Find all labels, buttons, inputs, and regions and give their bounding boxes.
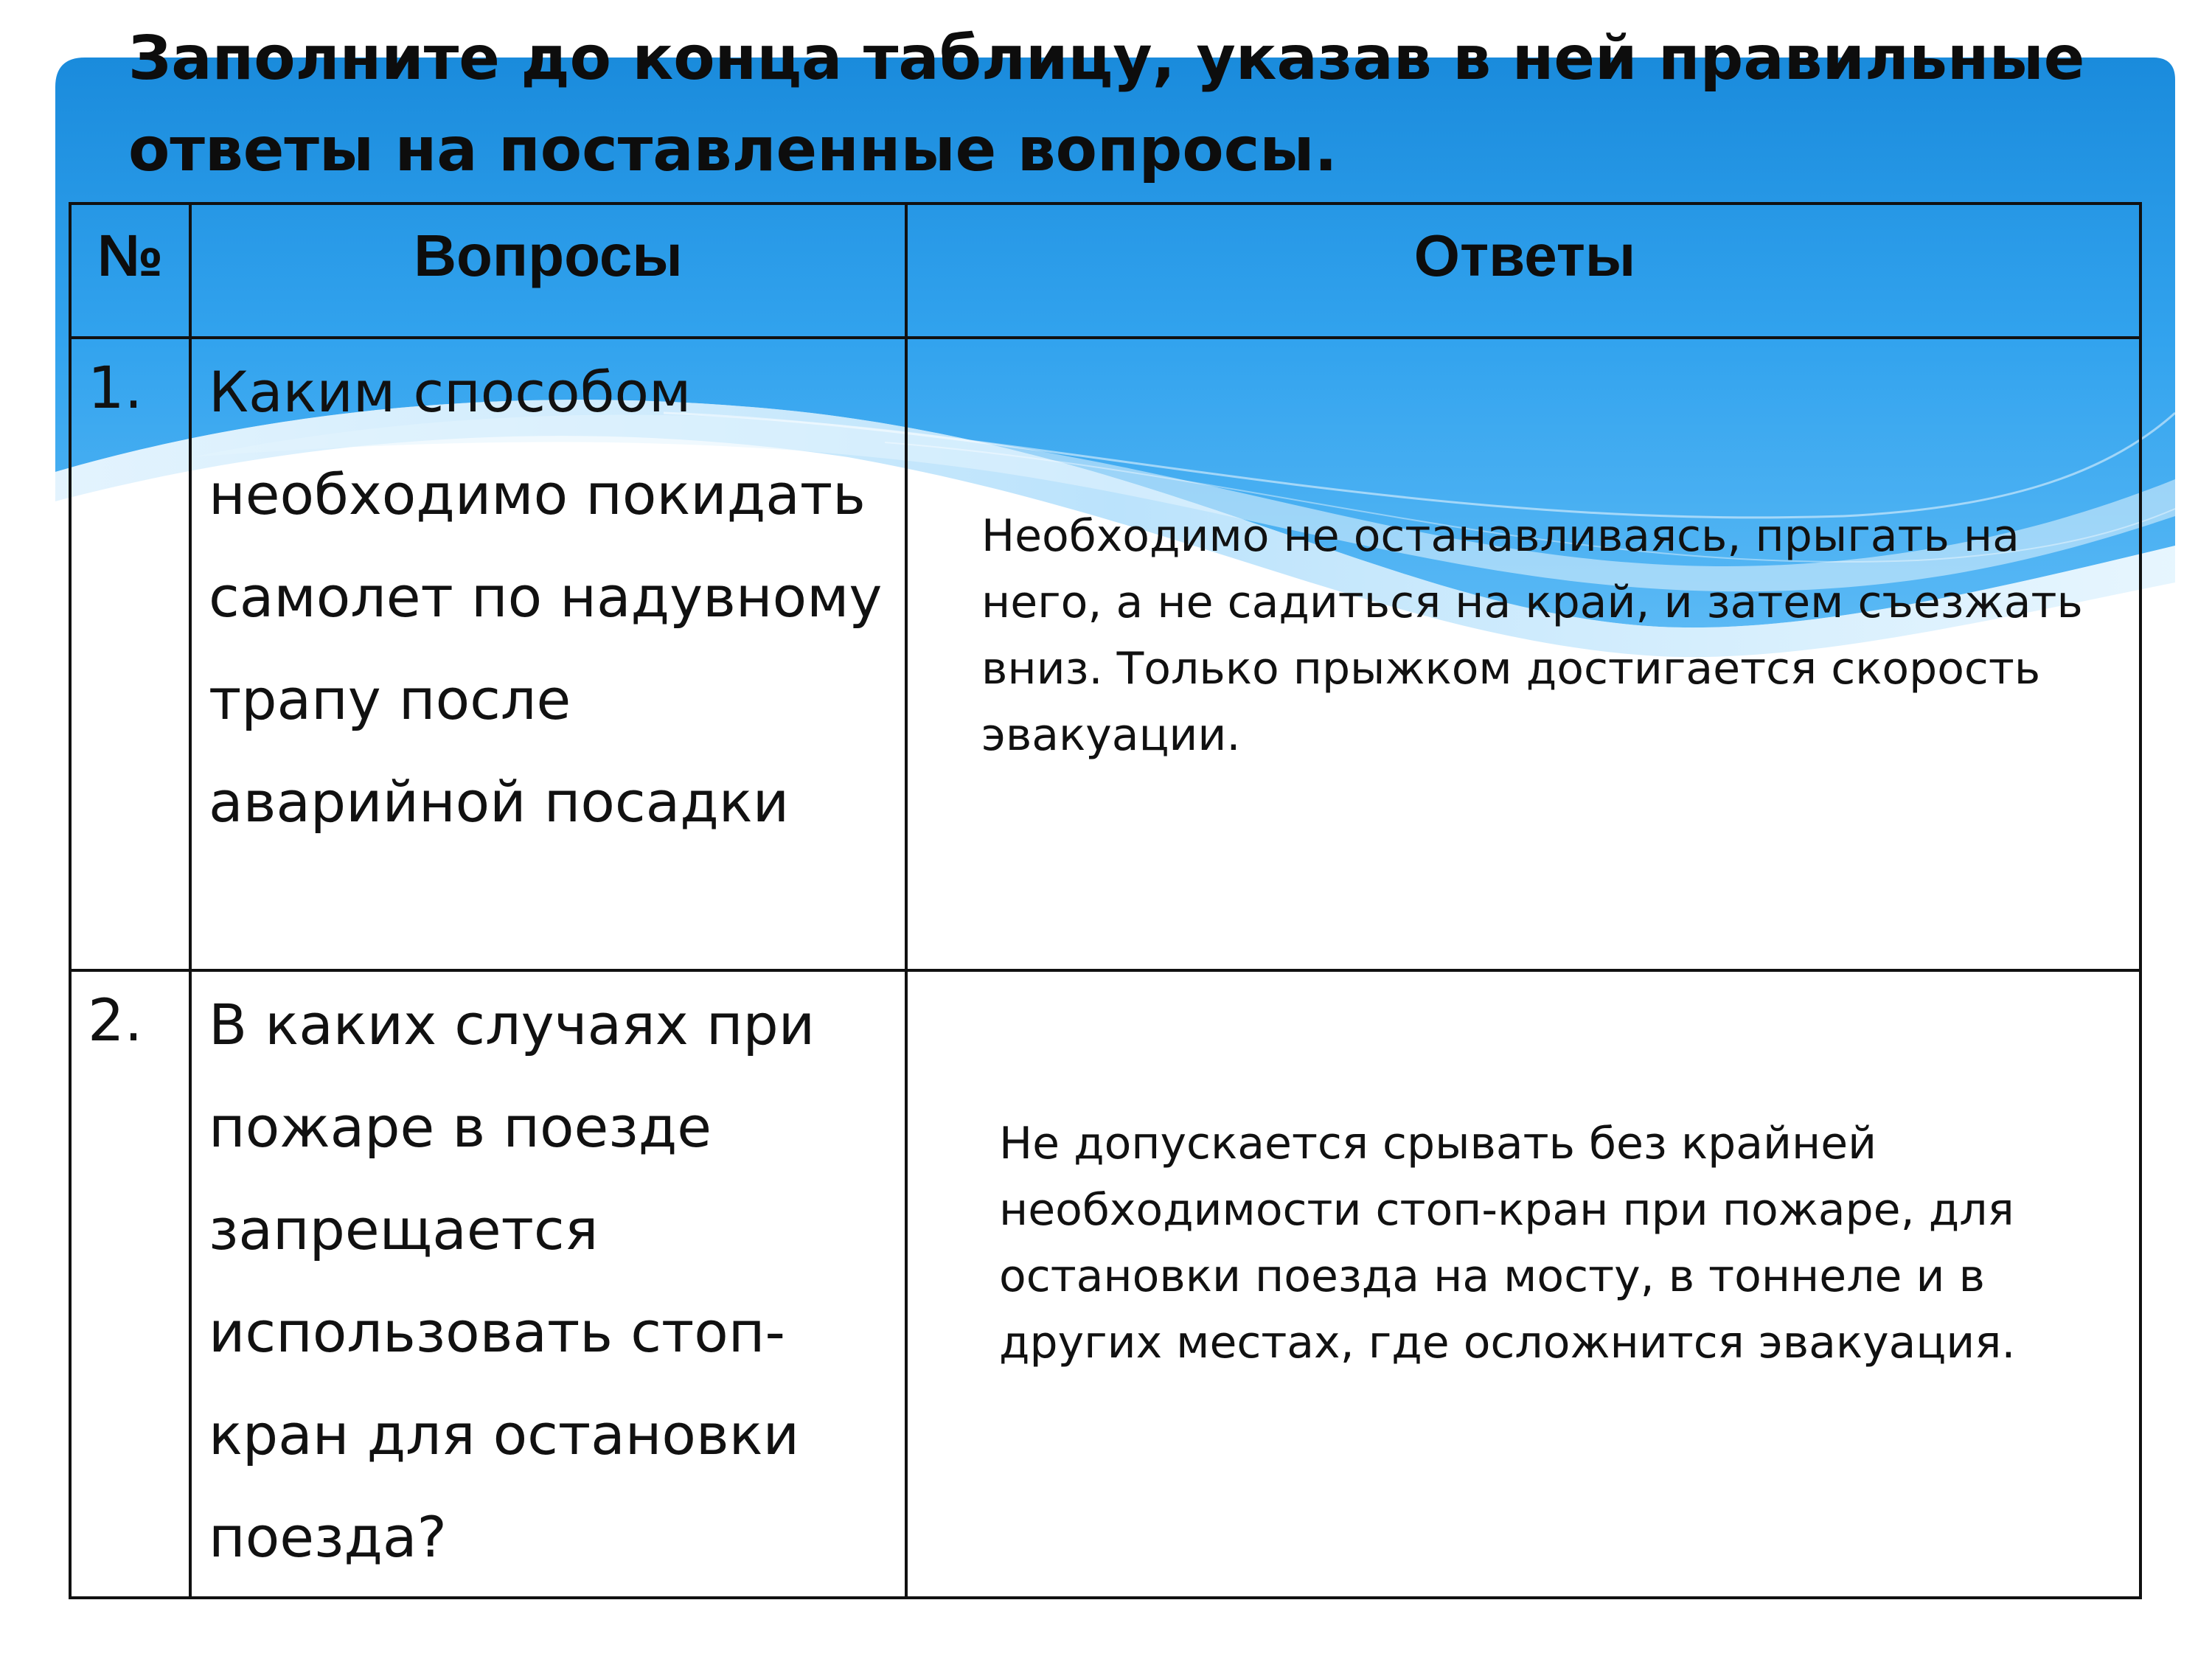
header-answers: Ответы (1413, 223, 1636, 288)
qa-table (69, 202, 2142, 1599)
row-number: 2. (88, 988, 143, 1054)
row-answer: Не допускается срывать без крайней необходимости стоп-кран при пожаре, для остановки поезда на мосту, в тоннеле и в других местах, где осложнится эвакуация. (999, 1118, 2016, 1368)
row-question: Каким способом необходимо покидать самолет по надувному трапу после аварийной посадки (209, 359, 883, 835)
column-divider (905, 205, 908, 1599)
row-divider (72, 336, 2142, 339)
row-divider (72, 969, 2142, 972)
column-divider (189, 205, 192, 1599)
header-number: № (97, 223, 164, 288)
row-answer: Необходимо не останавливаясь, прыгать на него, а не садиться на край, и затем съезжать вниз. Только прыжком достигается скорость эвакуации. (981, 510, 2083, 761)
header-questions: Вопросы (414, 223, 683, 288)
row-question: В каких случаях при пожаре в поезде запрещается использовать стоп-кран для остановки поезда? (209, 992, 815, 1570)
row-number: 1. (88, 355, 143, 422)
slide-title: Заполните до конца таблицу, указав в ней правильные ответы на поставленные вопросы. (128, 24, 2085, 185)
